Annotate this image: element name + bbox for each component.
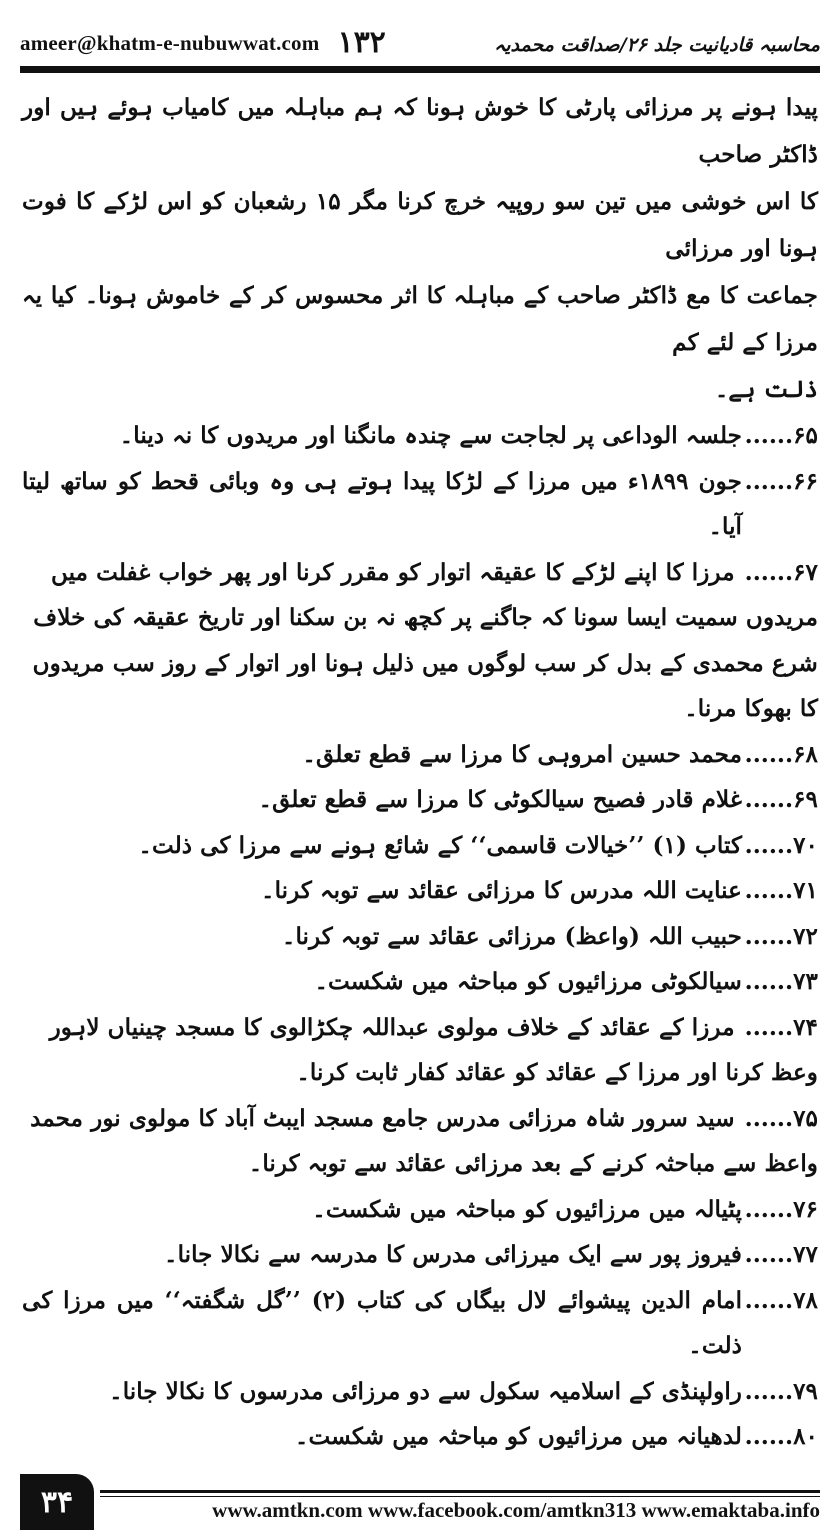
list-item (22, 1096, 818, 1187)
footer-links: www.amtkn.com www.facebook.com/amtkn313 www.emaktaba.info (212, 1498, 820, 1522)
list-item (22, 1187, 818, 1233)
item-number: ۶۹...... (744, 786, 818, 813)
page-footer (20, 1474, 820, 1532)
running-title: محاسبہ قادیانیت جلد ۲۶/صداقت محمدیہ (494, 34, 820, 56)
item-number: ۷۶...... (744, 1195, 818, 1223)
list-item (22, 823, 818, 869)
header-rule (20, 66, 820, 73)
item-number: ۶۷...... (744, 558, 818, 586)
intro-line: پیدا ہونے پر مرزائی پارٹی کا خوش ہونا کہ ہم مباہلہ میں کامیاب ہوئے ہیں اور ڈاکٹر صاحب (22, 94, 818, 168)
item-number: ۷۴...... (744, 1013, 818, 1041)
item-text: غلام قادر فصیح سیالکوٹی کا مرزا سے قطع تعلق۔ (258, 786, 742, 813)
item-text: سید سرور شاہ مرزائی مدرس جامع مسجد ایبٹ آباد کا مولوی نور محمد واعظ سے مباحثہ کرنے کے بعد مرزائی عقائد سے توبہ کرنا۔ (30, 1104, 818, 1177)
intro-line: ذلت ہے۔ (714, 376, 818, 403)
item-number: ۶۶...... (744, 467, 818, 495)
intro-line: کا اس خوشی میں تین سو روپیہ خرچ کرنا مگر ۱۵ رشعبان کو اس لڑکے کا فوت ہونا اور مرزائی (22, 188, 818, 262)
list-item (22, 1278, 818, 1369)
page-body (22, 84, 818, 1470)
item-text: مرزا کے عقائد کے خلاف مولوی عبداللہ چکڑالوی کا مسجد چینیاں لاہور وعظ کرنا اور مرزا کے عقائد کو عقائد کفار ثابت کرنا۔ (49, 1013, 818, 1086)
item-text: حبیب اللہ (واعظ) مرزائی عقائد سے توبہ کرنا۔ (281, 922, 742, 950)
item-text: امام الدین پیشوائے لال بیگاں کی کتاب (۲) ’’گل شگفتہ‘‘ میں مرزا کی ذلت۔ (22, 1286, 743, 1359)
footer-page-badge: ۳۴ (20, 1474, 94, 1530)
item-text: جون ۱۸۹۹ء میں مرزا کے لڑکا پیدا ہوتے ہی وہ وبائی قحط کو ساتھ لیتا آیا۔ (22, 467, 742, 540)
item-text: محمد حسین امروہی کا مرزا سے قطع تعلق۔ (302, 740, 742, 768)
item-number: ۷۹...... (744, 1377, 818, 1405)
item-text: مرزا کا اپنے لڑکے کا عقیقہ اتوار کو مقرر کرنا اور پھر خواب غفلت میں مریدوں سمیت ایسا سونا کہ جاگنے پر کچھ نہ بن سکنا اور تاریخ عقیقہ کی خلاف شرع محمدی کے بدل کر سب لوگوں میں ذلیل ہونا اور اتوار کے روز سب مریدوں کا بھوکا مرنا۔ (32, 558, 818, 722)
intro-line: جماعت کا مع ڈاکٹر صاحب کے مباہلہ کا اثر محسوس کر کے خاموش ہونا۔ کیا یہ مرزا کے لئے کم (22, 282, 818, 356)
item-number: ۷۲...... (744, 922, 818, 950)
list-item (22, 732, 818, 778)
page-header (20, 10, 820, 60)
item-number: ۷۸...... (744, 1286, 818, 1314)
item-number: ۶۸...... (744, 740, 818, 768)
item-text: جلسہ الوداعی پر لجاجت سے چندہ مانگنا اور مریدوں کا نہ دینا۔ (119, 422, 742, 449)
list-item (22, 1232, 818, 1278)
item-number: ۷۰...... (744, 831, 818, 859)
item-text: راولپنڈی کے اسلامیہ سکول سے دو مرزائی مدرسوں کا نکالا جانا۔ (109, 1377, 742, 1405)
list-item (22, 868, 818, 914)
item-number: ۷۷...... (744, 1241, 818, 1268)
header-left (20, 25, 386, 60)
footer-rule (100, 1490, 820, 1493)
list-item (22, 413, 818, 459)
list-item (22, 1005, 818, 1096)
intro-paragraph (22, 84, 818, 413)
item-number: ۶۵...... (744, 422, 818, 449)
item-text: پٹیالہ میں مرزائیوں کو مباحثہ میں شکست۔ (312, 1195, 742, 1223)
header-email: ameer@khatm-e-nubuwwat.com (20, 31, 320, 55)
list-item (22, 459, 818, 550)
page-number: ۱۳۲ (337, 25, 386, 60)
item-number: ۷۵...... (744, 1104, 818, 1132)
item-text: عنایت اللہ مدرس کا مرزائی عقائد سے توبہ کرنا۔ (261, 877, 742, 904)
list-item (22, 1414, 818, 1460)
item-number: ۸۰...... (744, 1423, 818, 1450)
item-number: ۷۱...... (744, 877, 818, 904)
list-item (22, 914, 818, 960)
item-text: سیالکوٹی مرزائیوں کو مباحثہ میں شکست۔ (314, 968, 742, 995)
footer-rule-thin (100, 1496, 820, 1497)
list-item (22, 777, 818, 823)
item-number: ۷۳...... (744, 968, 818, 995)
list-item (22, 1369, 818, 1415)
item-text: فیروز پور سے ایک میرزائی مدرس کا مدرسہ سے نکالا جانا۔ (164, 1241, 742, 1268)
item-text: کتاب (۱) ’’خیالات قاسمی‘‘ کے شائع ہونے سے مرزا کی ذلت۔ (138, 831, 742, 859)
list-item (22, 550, 818, 732)
list-item (22, 959, 818, 1005)
item-text: لدھیانہ میں مرزائیوں کو مباحثہ میں شکست۔ (294, 1423, 742, 1450)
